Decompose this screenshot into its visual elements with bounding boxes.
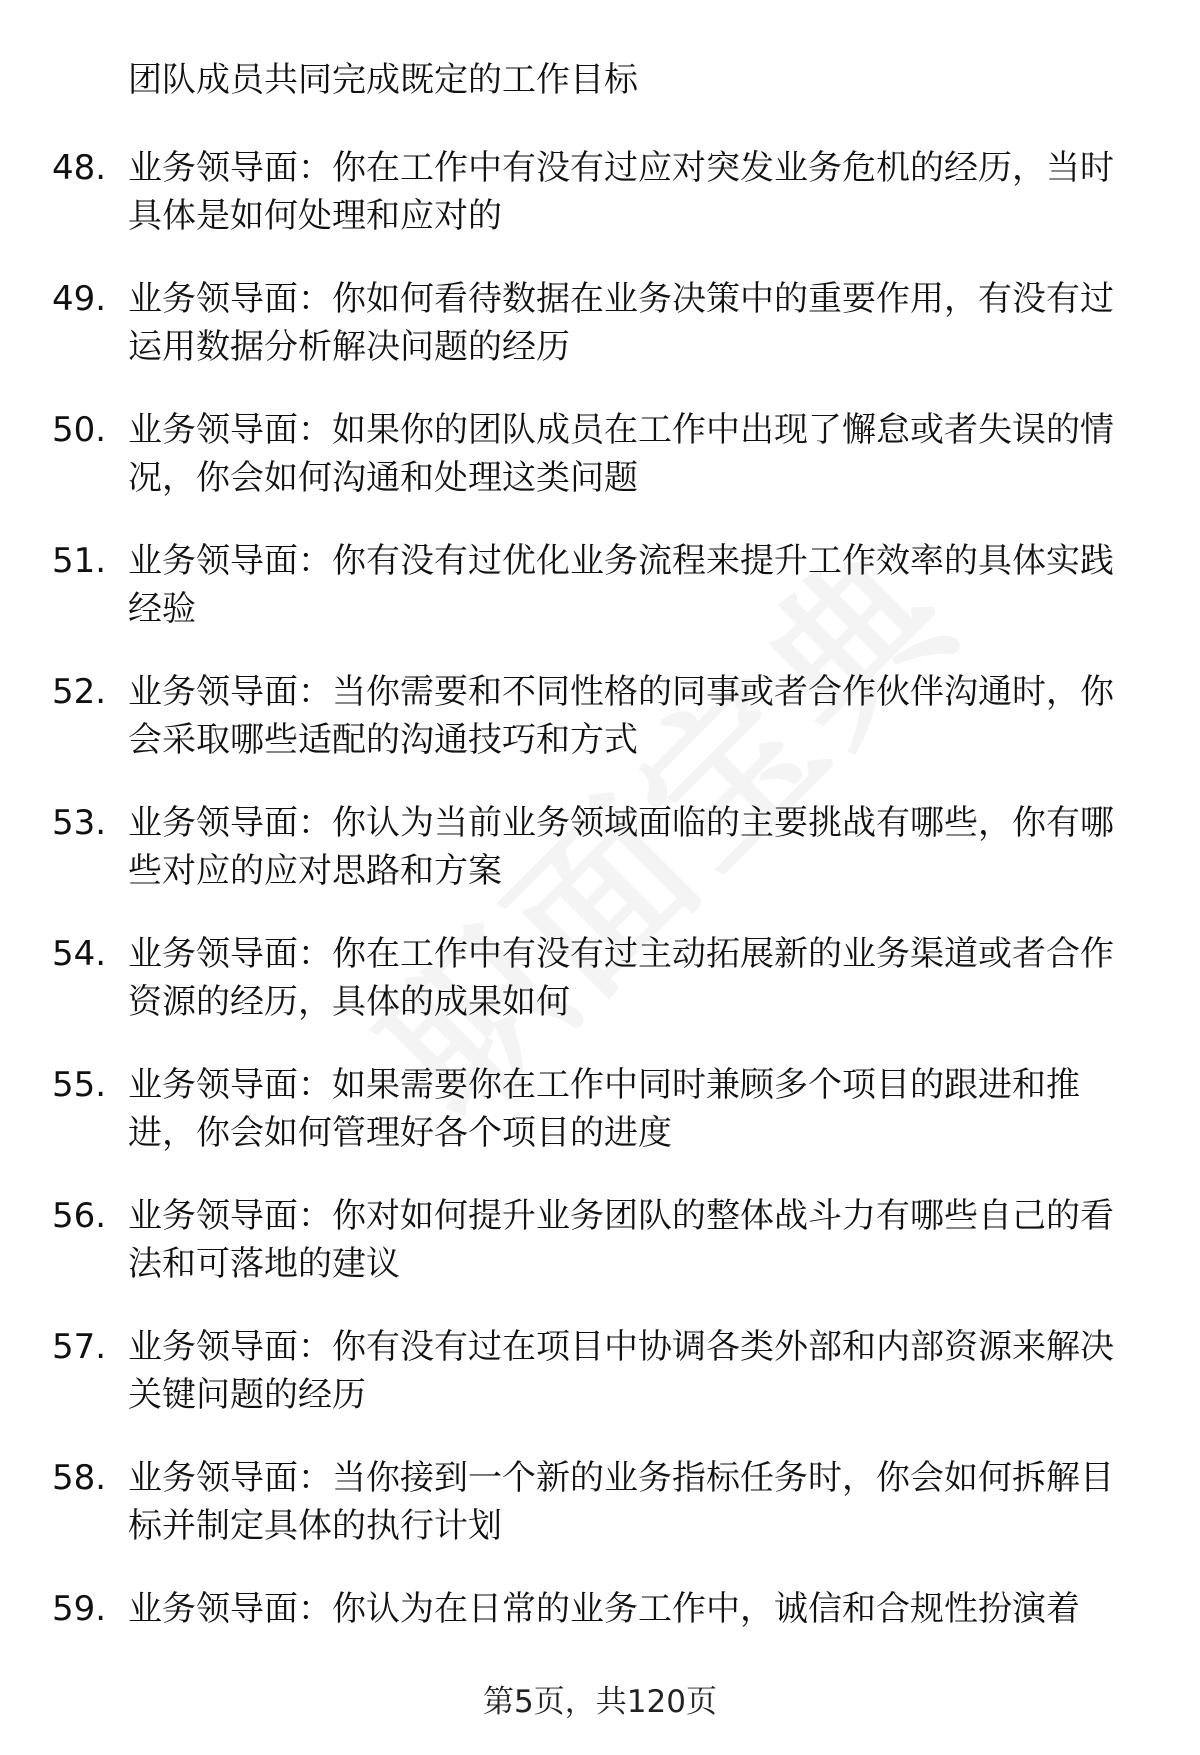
list-item <box>0 265 1200 396</box>
question-text: 业务领导面：你认为当前业务领域面临的主要挑战有哪些，你有哪些对应的应对思路和方案 <box>128 803 1114 891</box>
question-text: 业务领导面：当你接到一个新的业务指标任务时，你会如何拆解目标并制定具体的执行计划 <box>128 1458 1114 1546</box>
question-text: 业务领导面：当你需要和不同性格的同事或者合作伙伴沟通时，你会采取哪些适配的沟通技巧和方式 <box>128 672 1114 760</box>
question-number: 49. <box>52 279 107 319</box>
list-item <box>0 1444 1200 1575</box>
list-item <box>0 1051 1200 1182</box>
question-text: 业务领导面：你有没有过在项目中协调各类外部和内部资源来解决关键问题的经历 <box>128 1327 1114 1415</box>
question-number: 58. <box>52 1458 107 1498</box>
question-number: 51. <box>52 541 107 581</box>
question-number: 52. <box>52 672 107 712</box>
list-item <box>0 134 1200 265</box>
list-item <box>0 658 1200 789</box>
question-text: 业务领导面：如果你的团队成员在工作中出现了懈怠或者失误的情况，你会如何沟通和处理这类问题 <box>128 410 1114 498</box>
question-text: 业务领导面：你对如何提升业务团队的整体战斗力有哪些自己的看法和可落地的建议 <box>128 1196 1114 1284</box>
question-text: 业务领导面：你在工作中有没有过主动拓展新的业务渠道或者合作资源的经历，具体的成果如何 <box>128 934 1114 1022</box>
question-text: 业务领导面：你有没有过优化业务流程来提升工作效率的具体实践经验 <box>128 541 1114 629</box>
page-number-footer: 第5页，共120页 <box>483 1684 717 1720</box>
list-item <box>0 527 1200 658</box>
question-text: 业务领导面：你认为在日常的业务工作中，诚信和合规性扮演着 <box>128 1589 1080 1629</box>
question-list <box>0 134 1200 1706</box>
question-number: 54. <box>52 934 107 974</box>
list-item <box>0 920 1200 1051</box>
list-item <box>0 396 1200 527</box>
question-number: 50. <box>52 410 107 450</box>
list-item <box>0 789 1200 920</box>
list-item <box>0 1182 1200 1313</box>
question-number: 53. <box>52 803 107 843</box>
question-number: 48. <box>52 148 107 188</box>
question-number: 55. <box>52 1065 107 1105</box>
question-text: 业务领导面：如果需要你在工作中同时兼顾多个项目的跟进和推进，你会如何管理好各个项目的进度 <box>128 1065 1080 1153</box>
continued-question-text: 团队成员共同完成既定的工作目标 <box>128 60 638 100</box>
question-number: 56. <box>52 1196 107 1236</box>
question-text: 业务领导面：你在工作中有没有过应对突发业务危机的经历，当时具体是如何处理和应对的 <box>128 148 1114 236</box>
question-number: 57. <box>52 1327 107 1367</box>
list-item <box>0 1313 1200 1444</box>
question-text: 业务领导面：你如何看待数据在业务决策中的重要作用，有没有过运用数据分析解决问题的经历 <box>128 279 1114 367</box>
question-number: 59. <box>52 1589 107 1629</box>
